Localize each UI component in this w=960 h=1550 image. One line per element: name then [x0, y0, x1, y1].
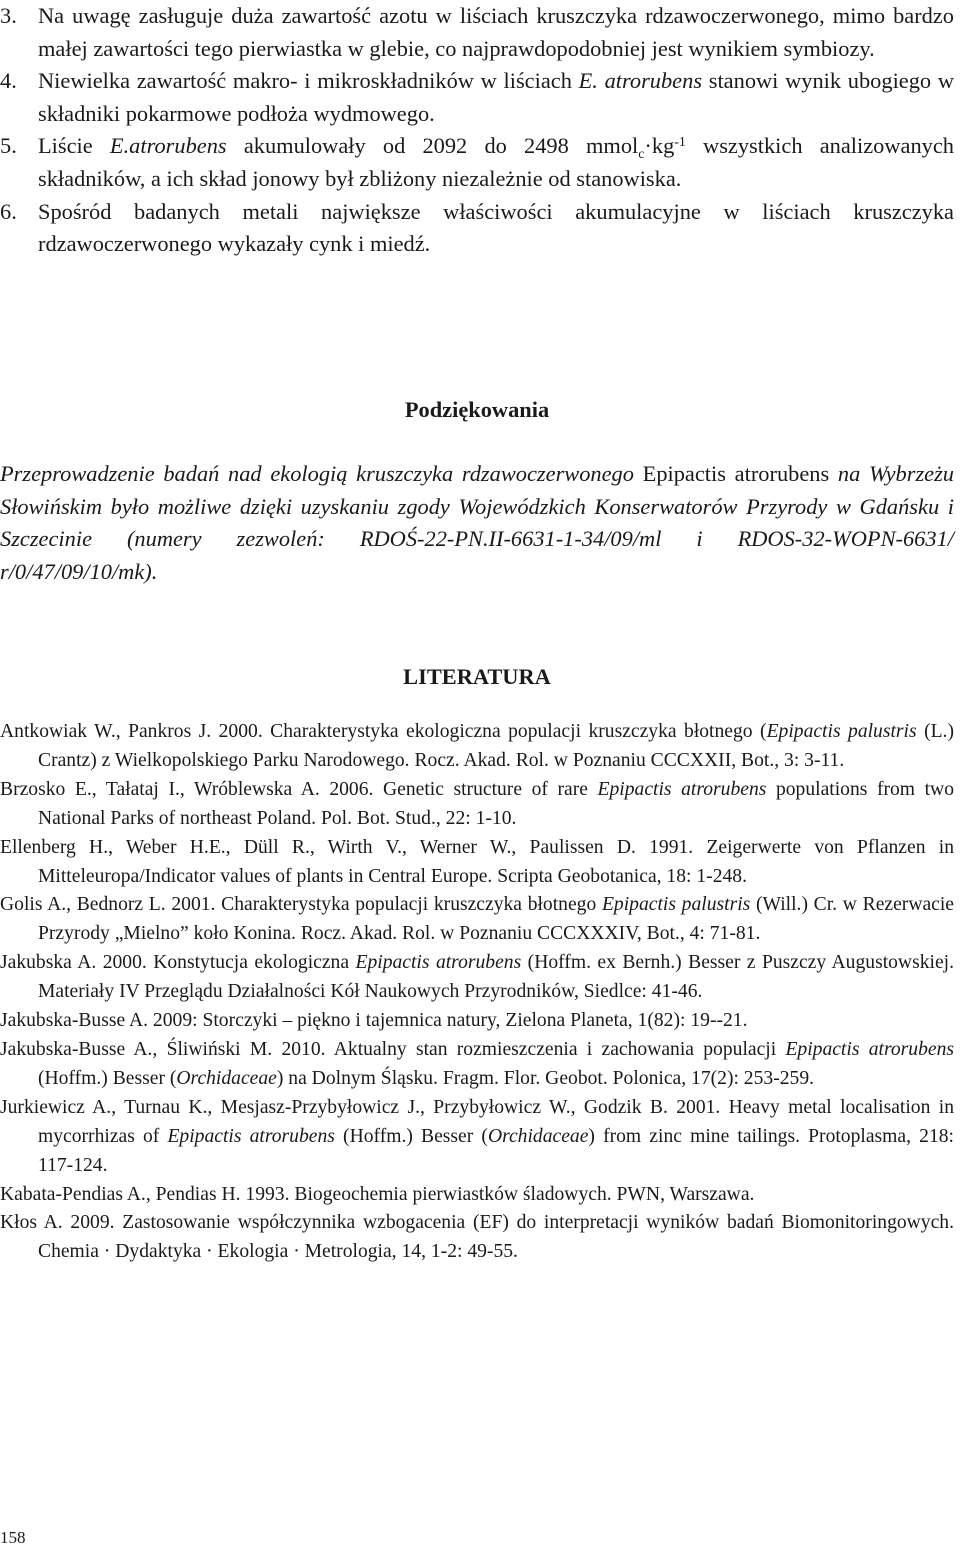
ref-species: Epipactis palustris — [766, 721, 917, 742]
ref-text: Kłos A. 2009. Zastosowanie współczynnika wzbogacenia (EF) do interpretacji wyników badań Biomonitoringowych. Chemia · Dydaktyka · Ekologia · Metrologia, 14, 1-2: 49-55. — [0, 1212, 954, 1263]
ref-text: Ellenberg H., Weber H.E., Düll R., Wirth V., Werner W., Paulissen D. 1991. Zeigerwerte von Pflanzen in Mitteleuropa/Indicator values of plants in Central Europe. Scripta Geobotanica, 18: 1-248. — [0, 836, 954, 887]
unit-superscript: -1 — [674, 134, 686, 150]
species-name: Epipactis atrorubens — [642, 461, 830, 486]
item-text: stanowi wynik ubogiego w składniki pokarmowe podłoża wydmowego. — [38, 68, 954, 126]
item-number: 3. — [0, 3, 17, 28]
ref-text: (Hoffm.) Besser ( — [38, 1067, 177, 1089]
references-list — [0, 718, 954, 1267]
reference-item — [0, 1007, 954, 1036]
item-number: 5. — [0, 133, 17, 159]
ref-species: Epipactis palustris — [601, 894, 751, 916]
ref-text: Jakubska-Busse A. 2009: Storczyki – piękno i tajemnica natury, Zielona Planeta, 1(82): 19--21. — [0, 1010, 748, 1032]
ref-species: Epipactis atrorubens — [167, 1125, 335, 1147]
ack-text: na Wybrzeżu Słowińskim było możliwe dzięki uzyskaniu zgody Wojewódzkich Konserwatorów Przyrody w Gdańsku i Szczecinie (numery zezwoleń: RDOŚ-22-PN.II-6631-1-34/09/ml i RDOS-32-WOPN-6631/ r/0/47/09/10/mk). — [0, 461, 955, 584]
item-text: ·kg — [644, 133, 675, 159]
ref-family: Orchidaceae — [487, 1125, 589, 1147]
ref-text: Antkowiak W., Pankros J. 2000. Charakterystyka ekologiczna populacji kruszczyka błotnego ( — [0, 721, 767, 742]
ref-text: ) na Dolnym Śląsku. Fragm. Flor. Geobot. Polonica, 17(2): 253-259. — [276, 1067, 815, 1089]
conclusion-item — [0, 65, 954, 130]
conclusion-item — [0, 196, 954, 261]
conclusion-item — [0, 0, 954, 65]
ack-text: Przeprowadzenie badań nad ekologią kruszczyka rdzawoczerwonego — [0, 461, 643, 486]
item-text: akumulowały od 2092 do 2498 mmol — [226, 133, 639, 159]
literature-heading: LITERATURA — [403, 664, 551, 689]
reference-item — [0, 776, 954, 834]
item-number: 6. — [0, 198, 17, 224]
item-number: 4. — [0, 68, 17, 94]
item-text: Niewielka zawartość makro- i mikroskładników w liściach — [38, 68, 579, 94]
acknowledgements-heading: Podziękowania — [404, 397, 550, 422]
unit-subscript: c — [638, 146, 645, 162]
ref-text: Kabata-Pendias A., Pendias H. 1993. Biogeochemia pierwiastków śladowych. PWN, Warszawa. — [0, 1183, 755, 1205]
reference-item — [0, 1209, 954, 1267]
ref-species: Epipactis atrorubens — [355, 952, 522, 974]
reference-item — [0, 834, 954, 892]
ref-text: ) from zinc mine tailings. Protoplasma, 218: 117-124. — [38, 1125, 954, 1176]
ref-text: Golis A., Bednorz L. 2001. Charakterystyka populacji kruszczyka błotnego — [0, 894, 602, 916]
item-text: Na uwagę zasługuje duża zawartość azotu w liściach kruszczyka rdzawoczerwonego, mimo bardzo małej zawartości tego pierwiastka w glebie, co najprawdopodobniej jest wynikiem symbiozy. — [38, 3, 954, 61]
acknowledgements-text — [0, 458, 954, 588]
species-name: E. atrorubens — [578, 68, 703, 94]
item-text: Liście — [38, 133, 110, 159]
ref-text: Brzosko E., Tałataj I., Wróblewska A. 2006. Genetic structure of rare — [0, 778, 598, 800]
ref-text: Jakubska A. 2000. Konstytucja ekologiczna — [0, 952, 356, 974]
ref-text: populations from two National Parks of northeast Poland. Pol. Bot. Stud., 22: 1-10. — [38, 778, 954, 829]
ref-text: (Hoffm. ex Bernh.) Besser z Puszczy Augustowskiej. Materiały IV Przeglądu Działalności Kół Naukowych Przyrodników, Siedlce: 41-46. — [38, 952, 954, 1003]
conclusion-item — [0, 130, 954, 195]
ref-text: (L.) Crantz) z Wielkopolskiego Parku Narodowego. Rocz. Akad. Rol. w Poznaniu CCCXXII, Bot., 3: 3-11. — [38, 721, 954, 771]
conclusions-list — [0, 0, 954, 261]
reference-item — [0, 718, 954, 776]
ref-text: (Hoffm.) Besser ( — [334, 1125, 488, 1147]
reference-item — [0, 949, 954, 1007]
ref-species: Epipactis atrorubens — [597, 778, 767, 800]
species-name: E.atrorubens — [109, 133, 227, 159]
ref-family: Orchidaceae — [176, 1067, 277, 1089]
ref-text: Jurkiewicz A., Turnau K., Mesjasz-Przybyłowicz J., Przybyłowicz W., Godzik B. 2001. Heavy metal localisation in mycorrhizas of — [0, 1096, 954, 1147]
ref-species: Epipactis atrorubens — [785, 1038, 954, 1060]
page-number: 158 — [0, 1528, 26, 1547]
item-text: Spośród badanych metali największe właściwości akumulacyjne w liściach kruszczyka rdzawoczerwonego wykazały cynk i miedź. — [38, 198, 954, 257]
item-text: wszystkich analizowanych składników, a ich skład jonowy był zbliżony niezależnie od stanowiska. — [38, 133, 954, 191]
reference-item — [0, 1036, 954, 1094]
reference-item — [0, 1094, 954, 1181]
reference-item — [0, 1181, 954, 1210]
ref-text: (Will.) Cr. w Rezerwacie Przyrody „Mielno” koło Konina. Rocz. Akad. Rol. w Poznaniu CCCXXXIV, Bot., 4: 71-81. — [38, 894, 954, 945]
ref-text: Jakubska-Busse A., Śliwiński M. 2010. Aktualny stan rozmieszczenia i zachowania populacji — [0, 1038, 786, 1060]
reference-item — [0, 891, 954, 949]
